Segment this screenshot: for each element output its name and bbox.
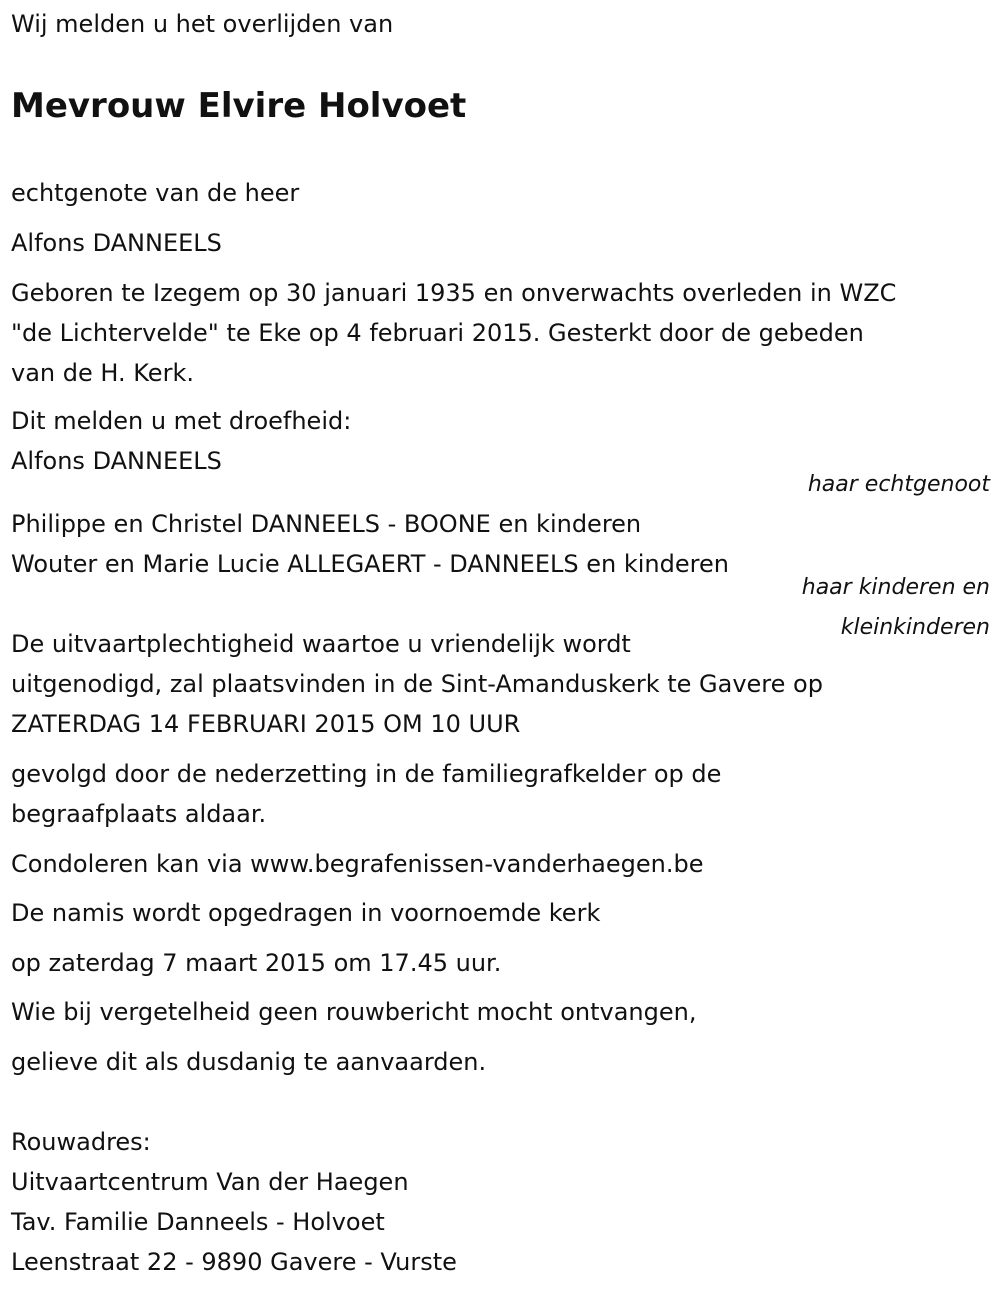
- address-line: Uitvaartcentrum Van der Haegen: [11, 1168, 409, 1196]
- birth-death-line: Geboren te Izegem op 30 januari 1935 en onverwachts overleden in WZC: [11, 279, 897, 307]
- spouse-name: Alfons DANNEELS: [11, 229, 222, 257]
- address-line: Tav. Familie Danneels - Holvoet: [11, 1208, 385, 1236]
- funeral-line: De uitvaartplechtigheid waartoe u vriendelijk wordt: [11, 630, 631, 658]
- deceased-name: Mevrouw Elvire Holvoet: [11, 86, 467, 126]
- mourner-children: Wouter en Marie Lucie ALLEGAERT - DANNEELS en kinderen: [11, 550, 729, 578]
- children-role: haar kinderen en: [801, 575, 990, 600]
- burial-line: begraafplaats aldaar.: [11, 800, 267, 828]
- address-line: Leenstraat 22 - 9890 Gavere - Vurste: [11, 1248, 457, 1276]
- children-role: kleinkinderen: [840, 615, 990, 640]
- notice-line: Wie bij vergetelheid geen rouwbericht mocht ontvangen,: [11, 998, 697, 1026]
- birth-death-line: "de Lichtervelde" te Eke op 4 februari 2015. Gesterkt door de gebeden: [11, 319, 864, 347]
- spouse-label: echtgenote van de heer: [11, 179, 300, 207]
- notice-line: gelieve dit als dusdanig te aanvaarden.: [11, 1048, 487, 1076]
- funeral-line: uitgenodigd, zal plaatsvinden in de Sint-Amanduskerk te Gavere op: [11, 670, 823, 698]
- memorial-mass-line: De namis wordt opgedragen in voornoemde kerk: [11, 899, 601, 927]
- husband-role: haar echtgenoot: [807, 472, 990, 497]
- birth-death-line: van de H. Kerk.: [11, 359, 194, 387]
- mourner-husband: Alfons DANNEELS: [11, 447, 222, 475]
- memorial-mass-line: op zaterdag 7 maart 2015 om 17.45 uur.: [11, 949, 502, 977]
- address-label: Rouwadres:: [11, 1128, 151, 1156]
- mourners-intro: Dit melden u met droefheid:: [11, 407, 352, 435]
- mourner-children: Philippe en Christel DANNEELS - BOONE en kinderen: [11, 510, 642, 538]
- burial-line: gevolgd door de nederzetting in de familiegrafkelder op de: [11, 760, 722, 788]
- intro-text: Wij melden u het overlijden van: [11, 10, 394, 38]
- funeral-date: ZATERDAG 14 FEBRUARI 2015 OM 10 UUR: [11, 710, 521, 738]
- condolence-text: Condoleren kan via www.begrafenissen-vanderhaegen.be: [11, 850, 704, 878]
